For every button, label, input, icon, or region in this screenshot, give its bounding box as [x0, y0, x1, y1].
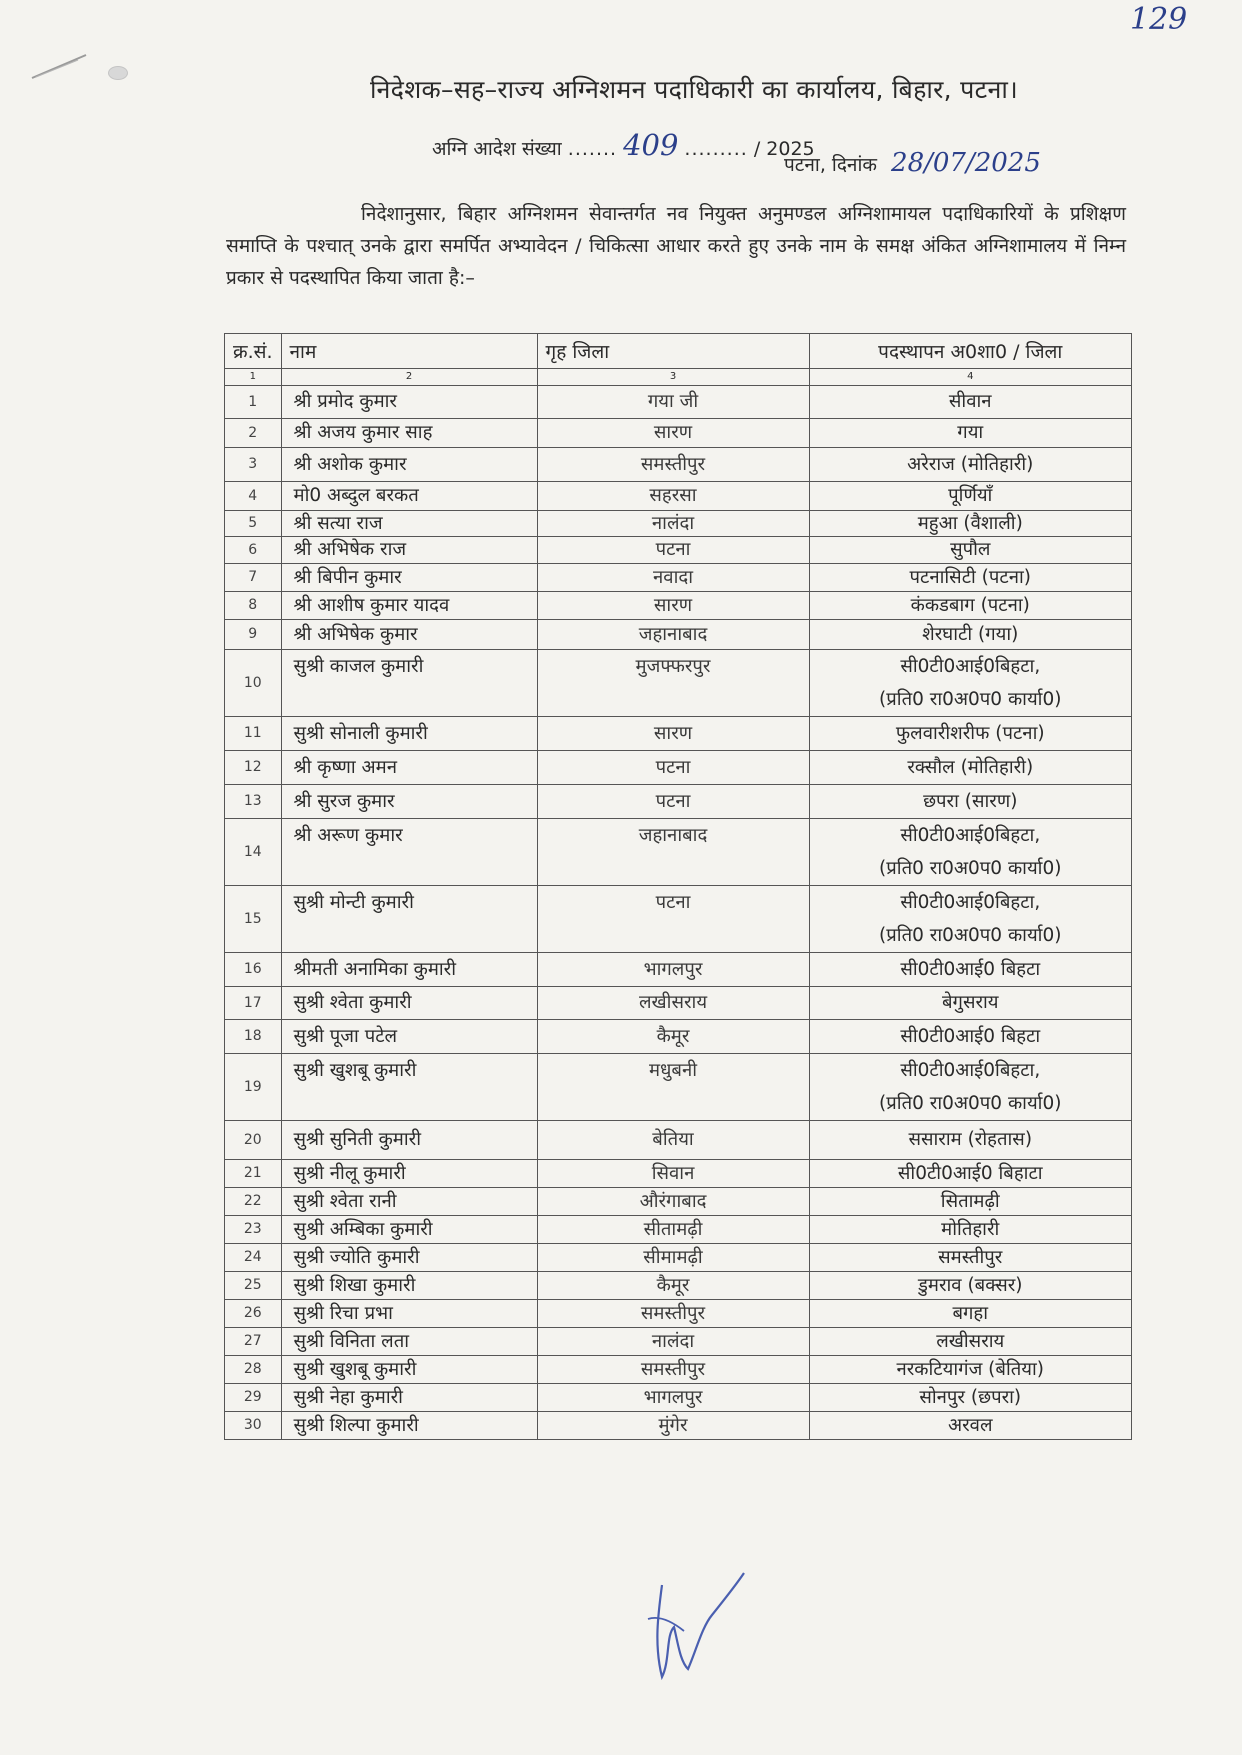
order-year: / 2025 — [753, 138, 815, 160]
posting-line: सोनपुर (छपरा) — [919, 1387, 1022, 1408]
row-home-district-cell: कैमूर — [537, 1020, 809, 1054]
handwritten-page-number: 129 — [1130, 2, 1188, 37]
table-row — [225, 1384, 1132, 1412]
table-row — [225, 886, 1132, 953]
row-serial-cell: 21 — [225, 1160, 282, 1188]
row-name-cell: सुश्री नीलू कुमारी — [281, 1160, 537, 1188]
order-label: अग्नि आदेश संख्या — [432, 138, 562, 160]
posting-line: डुमराव (बक्सर) — [917, 1275, 1023, 1296]
posting-line: बगहा — [952, 1303, 989, 1324]
posting-line: रक्सौल (मोतिहारी) — [907, 757, 1034, 778]
row-posting-cell — [809, 564, 1131, 592]
row-posting-cell — [809, 1412, 1131, 1440]
column-number: 4 — [809, 369, 1131, 386]
row-name-cell: मो0 अब्दुल बरकत — [281, 482, 537, 511]
row-name-cell: सुश्री नेहा कुमारी — [281, 1384, 537, 1412]
posting-line-secondary: (प्रति0 रा0अ0प0 कार्या0) — [879, 1093, 1062, 1114]
table-row — [225, 592, 1132, 620]
row-name-cell: सुश्री खुशबू कुमारी — [281, 1054, 537, 1121]
row-serial-cell: 5 — [225, 511, 282, 537]
row-posting-cell — [809, 1188, 1131, 1216]
table-row — [225, 482, 1132, 511]
row-home-district-cell: सारण — [537, 419, 809, 448]
posting-line: अरवल — [947, 1415, 993, 1436]
posting-line-secondary: (प्रति0 रा0अ0प0 कार्या0) — [879, 858, 1062, 879]
posting-line: सुपौल — [950, 539, 991, 560]
row-name-cell: सुश्री शिल्पा कुमारी — [281, 1412, 537, 1440]
row-posting-cell — [809, 448, 1131, 482]
table-body — [225, 386, 1132, 1440]
row-name-cell: श्री अभिषेक राज — [281, 537, 537, 564]
row-serial-cell: 23 — [225, 1216, 282, 1244]
row-serial-cell: 4 — [225, 482, 282, 511]
table-row — [225, 1244, 1132, 1272]
column-number-row — [225, 369, 1132, 386]
signature — [640, 1565, 760, 1705]
row-posting-cell — [809, 1244, 1131, 1272]
row-name-cell: श्री अजय कुमार साह — [281, 419, 537, 448]
posting-line: लखीसराय — [936, 1331, 1005, 1352]
row-name-cell: सुश्री शिखा कुमारी — [281, 1272, 537, 1300]
table-row — [225, 1020, 1132, 1054]
row-name-cell: श्री प्रमोद कुमार — [281, 386, 537, 419]
row-name-cell: सुश्री ज्योति कुमारी — [281, 1244, 537, 1272]
row-serial-cell: 24 — [225, 1244, 282, 1272]
table-row — [225, 819, 1132, 886]
row-serial-cell: 17 — [225, 987, 282, 1020]
row-home-district-cell: बेतिया — [537, 1121, 809, 1160]
table-row — [225, 1300, 1132, 1328]
row-serial-cell: 28 — [225, 1356, 282, 1384]
row-home-district-cell: सिवान — [537, 1160, 809, 1188]
row-posting-cell — [809, 987, 1131, 1020]
posting-line: सी0टी0आई0 बिहटा — [900, 1026, 1041, 1047]
row-name-cell: सुश्री सोनाली कुमारी — [281, 717, 537, 751]
table-row — [225, 1160, 1132, 1188]
posting-line: महुआ (वैशाली) — [917, 513, 1023, 534]
column-number: 1 — [225, 369, 282, 386]
row-home-district-cell: मधुबनी — [537, 1054, 809, 1121]
row-serial-cell: 3 — [225, 448, 282, 482]
row-serial-cell: 16 — [225, 953, 282, 987]
row-posting-cell — [809, 482, 1131, 511]
date-label: पटना, दिनांक — [784, 154, 877, 176]
order-dots-right: ......... — [684, 138, 748, 160]
row-posting-cell — [809, 1216, 1131, 1244]
row-serial-cell: 8 — [225, 592, 282, 620]
posting-line-secondary: (प्रति0 रा0अ0प0 कार्या0) — [879, 689, 1062, 710]
table-row — [225, 1054, 1132, 1121]
row-serial-cell: 13 — [225, 785, 282, 819]
row-posting-cell — [809, 650, 1131, 717]
row-posting-cell — [809, 537, 1131, 564]
posting-line: सीवान — [948, 391, 992, 412]
row-serial-cell: 10 — [225, 650, 282, 717]
row-serial-cell: 1 — [225, 386, 282, 419]
row-home-district-cell: नालंदा — [537, 511, 809, 537]
row-name-cell: सुश्री श्वेता कुमारी — [281, 987, 537, 1020]
row-serial-cell: 20 — [225, 1121, 282, 1160]
posting-line: सी0टी0आई0 बिहटा — [900, 959, 1041, 980]
row-name-cell: श्री अरूण कुमार — [281, 819, 537, 886]
posting-line: सी0टी0आई0 बिहाटा — [897, 1163, 1043, 1184]
row-posting-cell — [809, 785, 1131, 819]
table-row — [225, 650, 1132, 717]
posting-line: पटनासिटी (पटना) — [909, 567, 1032, 588]
row-serial-cell: 22 — [225, 1188, 282, 1216]
row-posting-cell — [809, 886, 1131, 953]
column-number: 2 — [281, 369, 537, 386]
row-posting-cell — [809, 620, 1131, 650]
row-posting-cell — [809, 419, 1131, 448]
table-row — [225, 564, 1132, 592]
posting-line: छपरा (सारण) — [923, 791, 1018, 812]
row-home-district-cell: सीतामढ़ी — [537, 1216, 809, 1244]
row-serial-cell: 12 — [225, 751, 282, 785]
table-header-row — [225, 334, 1132, 369]
table-row — [225, 620, 1132, 650]
posting-line: मोतिहारी — [941, 1219, 1000, 1240]
row-posting-cell — [809, 1300, 1131, 1328]
row-name-cell: सुश्री पूजा पटेल — [281, 1020, 537, 1054]
table-row — [225, 419, 1132, 448]
row-posting-cell — [809, 386, 1131, 419]
table-row — [225, 1356, 1132, 1384]
posting-line: फुलवारीशरीफ (पटना) — [895, 723, 1045, 744]
row-posting-cell — [809, 1020, 1131, 1054]
header-serial: क्र.सं. — [225, 334, 282, 369]
row-posting-cell — [809, 1384, 1131, 1412]
posting-line: गया — [957, 422, 984, 443]
row-home-district-cell: पटना — [537, 886, 809, 953]
office-title: निदेशक–सह–राज्य अग्निशमन पदाधिकारी का कार्यालय, बिहार, पटना। — [370, 75, 1018, 104]
posting-line: पूर्णियाँ — [948, 485, 993, 506]
row-serial-cell: 19 — [225, 1054, 282, 1121]
row-name-cell: श्रीमती अनामिका कुमारी — [281, 953, 537, 987]
table-row — [225, 1216, 1132, 1244]
table-row — [225, 537, 1132, 564]
table-row — [225, 987, 1132, 1020]
table-row — [225, 1412, 1132, 1440]
posting-table — [224, 333, 1132, 1440]
row-home-district-cell: मुजफ्फरपुर — [537, 650, 809, 717]
posting-line: सी0टी0आई0बिहटा, — [900, 656, 1041, 677]
order-dots-left: ....... — [567, 138, 618, 160]
row-posting-cell — [809, 1054, 1131, 1121]
row-name-cell: सुश्री मोन्टी कुमारी — [281, 886, 537, 953]
row-name-cell: सुश्री खुशबू कुमारी — [281, 1356, 537, 1384]
posting-line: सी0टी0आई0बिहटा, — [900, 892, 1041, 913]
posting-line-secondary: (प्रति0 रा0अ0प0 कार्या0) — [879, 925, 1062, 946]
row-home-district-cell: सीमामढ़ी — [537, 1244, 809, 1272]
row-serial-cell: 26 — [225, 1300, 282, 1328]
row-serial-cell: 15 — [225, 886, 282, 953]
intro-paragraph: निदेशानुसार, बिहार अग्निशमन सेवान्तर्गत नव नियुक्त अनुमण्डल अग्निशामायल पदाधिकारियों के प्रशिक्षण समाप्ति के पश्चात् उनके द्वारा समर्पित अभ्यावेदन / चिकित्सा आधार करते हुए उनके नाम के समक्ष अंकित अग्निशामालय में निम्न प्रकार से पदस्थापित किया जाता है:– — [226, 203, 1126, 289]
row-home-district-cell: समस्तीपुर — [537, 448, 809, 482]
table-row — [225, 386, 1132, 419]
date-line — [784, 148, 1041, 178]
header-home-district: गृह जिला — [537, 334, 809, 369]
row-home-district-cell: सहरसा — [537, 482, 809, 511]
table-row — [225, 1121, 1132, 1160]
row-home-district-cell: सारण — [537, 592, 809, 620]
row-serial-cell: 6 — [225, 537, 282, 564]
table-row — [225, 448, 1132, 482]
row-home-district-cell: नालंदा — [537, 1328, 809, 1356]
posting-line: नरकटियागंज (बेतिया) — [896, 1359, 1045, 1380]
row-home-district-cell: सारण — [537, 717, 809, 751]
table-row — [225, 751, 1132, 785]
date-handwritten: 28/07/2025 — [891, 148, 1041, 178]
table-row — [225, 717, 1132, 751]
row-posting-cell — [809, 1160, 1131, 1188]
row-serial-cell: 2 — [225, 419, 282, 448]
row-home-district-cell: नवादा — [537, 564, 809, 592]
row-serial-cell: 27 — [225, 1328, 282, 1356]
row-posting-cell — [809, 717, 1131, 751]
table-row — [225, 953, 1132, 987]
row-name-cell: श्री आशीष कुमार यादव — [281, 592, 537, 620]
row-name-cell: सुश्री श्वेता रानी — [281, 1188, 537, 1216]
posting-line: अरेराज (मोतिहारी) — [907, 454, 1034, 475]
table-row — [225, 1272, 1132, 1300]
row-serial-cell: 25 — [225, 1272, 282, 1300]
row-posting-cell — [809, 1328, 1131, 1356]
row-posting-cell — [809, 751, 1131, 785]
row-name-cell: श्री अभिषेक कुमार — [281, 620, 537, 650]
row-name-cell: सुश्री विनिता लता — [281, 1328, 537, 1356]
posting-line: सी0टी0आई0बिहटा, — [900, 1060, 1041, 1081]
row-name-cell: सुश्री रिचा प्रभा — [281, 1300, 537, 1328]
row-home-district-cell: समस्तीपुर — [537, 1300, 809, 1328]
row-home-district-cell: पटना — [537, 537, 809, 564]
row-home-district-cell: भागलपुर — [537, 1384, 809, 1412]
row-home-district-cell: जहानाबाद — [537, 620, 809, 650]
posting-line: कंकडबाग (पटना) — [910, 595, 1030, 616]
row-home-district-cell: पटना — [537, 751, 809, 785]
header-name: नाम — [281, 334, 537, 369]
row-serial-cell: 18 — [225, 1020, 282, 1054]
row-home-district-cell: औरंगाबाद — [537, 1188, 809, 1216]
posting-line: सितामढ़ी — [940, 1191, 1000, 1212]
posting-line: बेगुसराय — [941, 992, 999, 1013]
row-serial-cell: 30 — [225, 1412, 282, 1440]
row-serial-cell: 14 — [225, 819, 282, 886]
order-number-line — [432, 128, 815, 162]
table-row — [225, 785, 1132, 819]
row-name-cell: सुश्री काजल कुमारी — [281, 650, 537, 717]
table-row — [225, 1188, 1132, 1216]
row-name-cell: सुश्री अम्बिका कुमारी — [281, 1216, 537, 1244]
row-serial-cell: 29 — [225, 1384, 282, 1412]
row-home-district-cell: पटना — [537, 785, 809, 819]
row-serial-cell: 7 — [225, 564, 282, 592]
posting-line: समस्तीपुर — [938, 1247, 1003, 1268]
row-name-cell: श्री बिपीन कुमार — [281, 564, 537, 592]
row-home-district-cell: मुंगेर — [537, 1412, 809, 1440]
row-home-district-cell: समस्तीपुर — [537, 1356, 809, 1384]
row-posting-cell — [809, 1356, 1131, 1384]
row-name-cell: श्री अशोक कुमार — [281, 448, 537, 482]
row-name-cell: श्री सत्या राज — [281, 511, 537, 537]
row-home-district-cell: गया जी — [537, 386, 809, 419]
row-name-cell: श्री सुरज कुमार — [281, 785, 537, 819]
row-name-cell: सुश्री सुनिती कुमारी — [281, 1121, 537, 1160]
row-home-district-cell: जहानाबाद — [537, 819, 809, 886]
order-number-handwritten: 409 — [623, 128, 679, 162]
row-home-district-cell: लखीसराय — [537, 987, 809, 1020]
header-posting: पदस्थापन अ0शा0 / जिला — [809, 334, 1131, 369]
row-home-district-cell: कैमूर — [537, 1272, 809, 1300]
column-number: 3 — [537, 369, 809, 386]
row-posting-cell — [809, 953, 1131, 987]
row-posting-cell — [809, 511, 1131, 537]
punch-hole-mark — [108, 66, 128, 80]
table-row — [225, 511, 1132, 537]
posting-line: ससाराम (रोहतास) — [908, 1129, 1033, 1150]
row-posting-cell — [809, 592, 1131, 620]
row-posting-cell — [809, 819, 1131, 886]
table-row — [225, 1328, 1132, 1356]
row-name-cell: श्री कृष्णा अमन — [281, 751, 537, 785]
posting-line: शेरघाटी (गया) — [922, 624, 1019, 645]
row-posting-cell — [809, 1121, 1131, 1160]
row-home-district-cell: भागलपुर — [537, 953, 809, 987]
row-serial-cell: 11 — [225, 717, 282, 751]
row-serial-cell: 9 — [225, 620, 282, 650]
pencil-stroke-mark — [30, 52, 90, 80]
row-posting-cell — [809, 1272, 1131, 1300]
posting-line: सी0टी0आई0बिहटा, — [900, 825, 1041, 846]
